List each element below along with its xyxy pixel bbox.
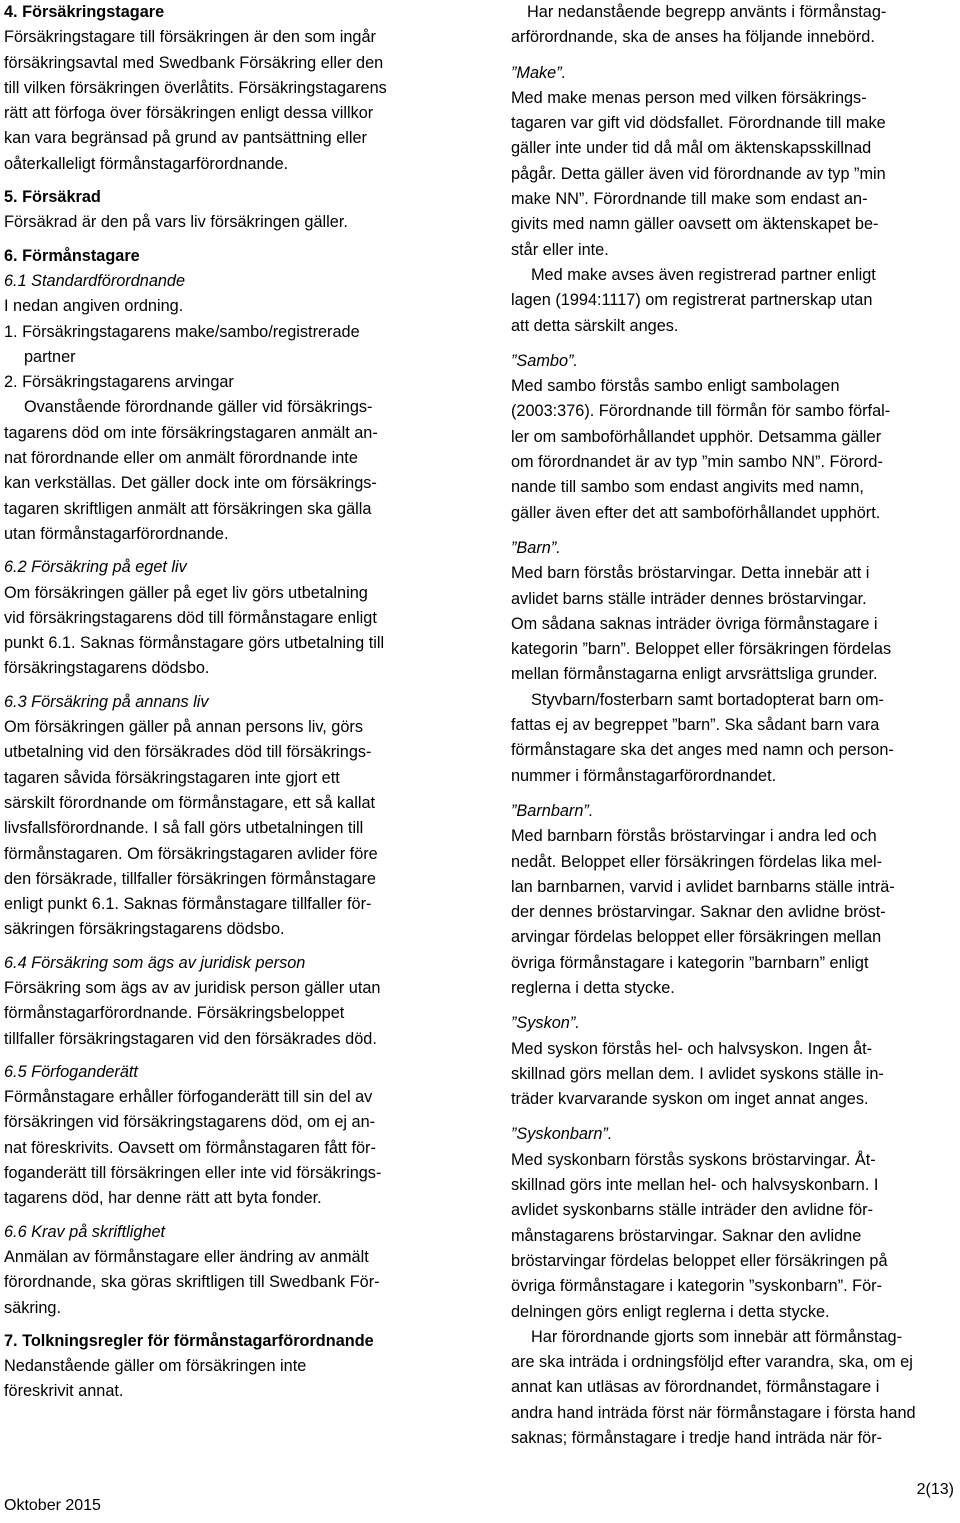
- right-text-line: ”Syskon”.: [511, 1014, 580, 1033]
- right-text-line: övriga förmånstagare i kategorin ”syskonbarn”. För-: [511, 1277, 883, 1296]
- right-text-line: kategorin ”barn”. Beloppet eller försäkringen fördelas: [511, 640, 892, 659]
- left-text-line: tagarens död, har denne rätt att byta fonder.: [4, 1189, 322, 1208]
- left-text-line: Om försäkringen gäller på eget liv görs utbetalning: [4, 583, 368, 602]
- left-text-line: nat förordnande eller om anmält förordnande inte: [4, 449, 358, 468]
- right-text-line: Om sådana saknas inträder övriga förmånstagare i: [511, 614, 878, 633]
- left-text-line: 6. Förmånstagare: [4, 246, 140, 265]
- right-text-line: avlidet syskonbarns ställe inträder den avlidne för-: [511, 1201, 873, 1220]
- left-text-line: oåterkalleligt förmånstagarförordnande.: [4, 154, 289, 173]
- right-text-line: skillnad görs inte mellan hel- och halvsyskonbarn. I: [511, 1176, 879, 1195]
- right-text-line: träder kvarvarande syskon om inget annat anges.: [511, 1090, 869, 1109]
- left-text-line: rätt att förfoga över försäkringen enligt dessa villkor: [4, 104, 374, 123]
- right-text-line: (2003:376). Förordnande till förmån för sambo förfal-: [511, 402, 891, 421]
- left-text-line: 1. Försäkringstagarens make/sambo/registrerade: [4, 322, 360, 341]
- right-text-line: skillnad görs mellan dem. I avlidet syskons ställe in-: [511, 1064, 884, 1083]
- left-text-line: Försäkrad är den på vars liv försäkringen gäller.: [4, 213, 348, 232]
- right-text-line: avlidet barns ställe inträder dennes bröstarvingar.: [511, 589, 867, 608]
- left-text-line: försäkringsavtal med Swedbank Försäkring eller den: [4, 53, 384, 72]
- left-text-line: foganderätt till försäkringen eller inte vid försäkrings-: [4, 1164, 382, 1183]
- right-text-line: Har nedanstående begrepp använts i förmånstag-: [527, 3, 887, 21]
- right-text-line: givits med namn gäller oavsett om äktenskapet be-: [511, 215, 879, 234]
- left-text-line: försäkringstagarens dödsbo.: [4, 659, 210, 678]
- left-text-line: 6.3 Försäkring på annans liv: [4, 692, 209, 711]
- right-text-line: gäller inte under tid då mål om äktenskapsskillnad: [511, 139, 872, 158]
- left-text-line: förmånstagarförordnande. Försäkringsbeloppet: [4, 1004, 345, 1023]
- right-text-line: Med make menas person med vilken försäkrings-: [511, 88, 867, 107]
- right-text-line: gäller även efter det att samboförhållandet upphört.: [511, 503, 881, 522]
- right-text-line: reglerna i detta stycke.: [511, 978, 675, 997]
- right-text-line: att detta särskilt anges.: [511, 316, 679, 335]
- right-text-line: saknas; förmånstagare i tredje hand inträda när för-: [511, 1429, 883, 1448]
- right-text-line: arvingar fördelas beloppet eller försäkringen mellan: [511, 928, 882, 947]
- right-text-line: Med barn förstås bröstarvingar. Detta innebär att i: [511, 564, 870, 583]
- left-text-line: vid försäkringstagarens död till förmånstagare enligt: [4, 608, 377, 627]
- right-text-line: ”Sambo”.: [511, 351, 578, 370]
- left-column: [4, 0, 464, 1405]
- page-number: 2(13): [916, 1481, 954, 1498]
- left-text-line: tagarens död om inte försäkringstagaren anmält an-: [4, 423, 378, 442]
- left-text-line: utan förmånstagarförordnande.: [4, 524, 229, 543]
- left-text-line: Försäkringstagare till försäkringen är den som ingår: [4, 28, 376, 47]
- right-text-line: övriga förmånstagare i kategorin ”barnbarn” enligt: [511, 953, 869, 972]
- right-text-line: Har förordnande gjorts som innebär att förmånstag-: [531, 1327, 903, 1346]
- right-text-line: der dennes bröstarvingar. Saknar den avlidne bröst-: [511, 903, 886, 922]
- right-text-line: annat kan utläsas av förordnandet, förmånstagare i: [511, 1378, 880, 1397]
- right-text-line: ”Syskonbarn”.: [511, 1125, 613, 1144]
- right-text-line: Styvbarn/fosterbarn samt bortadopterat barn om-: [531, 690, 884, 709]
- right-text-line: ler om samboförhållandet upphör. Detsamma gäller: [511, 427, 882, 446]
- right-text-line: mellan förmånstagarna enligt arvsrättsliga grunder.: [511, 665, 878, 684]
- left-text-line: tagaren såvida försäkringstagaren inte gjort ett: [4, 768, 340, 787]
- left-text-line: 6.5 Förfoganderätt: [4, 1062, 138, 1081]
- left-text-line: 2. Försäkringstagarens arvingar: [4, 373, 234, 392]
- left-text-line: 7. Tolkningsregler för förmånstagarförordnande: [4, 1331, 374, 1350]
- left-text-line: förmånstagaren. Om försäkringstagaren avlider före: [4, 844, 378, 863]
- right-text-line: nummer i förmånstagarförordnandet.: [511, 766, 777, 785]
- left-text-line: partner: [24, 347, 76, 366]
- footer-date: Oktober 2015: [4, 1497, 101, 1514]
- left-text-line: Nedanstående gäller om försäkringen inte: [4, 1357, 307, 1376]
- right-text-line: står eller inte.: [511, 240, 609, 259]
- left-text-line: tillfaller försäkringstagaren vid den försäkrades död.: [4, 1029, 377, 1048]
- right-text-line: make NN”. Förordnande till make som endast an-: [511, 190, 868, 209]
- left-text-line: I nedan angiven ordning.: [4, 297, 184, 316]
- left-text-line: 5. Försäkrad: [4, 188, 101, 207]
- right-text-line: nedåt. Beloppet eller försäkringen fördelas lika mel-: [511, 852, 883, 871]
- right-text-line: nande till sambo som endast angivits med namn,: [511, 478, 864, 497]
- right-text-line: om förordnandet är av typ ”min sambo NN”. Förord-: [511, 453, 883, 472]
- left-text-line: 6.2 Försäkring på eget liv: [4, 558, 187, 577]
- right-text-line: fattas ej av begreppet ”barn”. Ska sådant barn vara: [511, 716, 880, 735]
- left-text-line: kan vara begränsad på grund av pantsättning eller: [4, 129, 367, 148]
- left-text-line: förordnande, ska göras skriftligen till Swedbank För-: [4, 1273, 380, 1292]
- left-text-line: tagaren skriftligen anmält att försäkringen ska gälla: [4, 499, 372, 518]
- left-text-line: 6.1 Standardförordnande: [4, 271, 186, 290]
- left-text-line: försäkringen vid försäkringstagarens död, om ej an-: [4, 1113, 376, 1132]
- right-text-line: Med sambo förstås sambo enligt sambolagen: [511, 377, 840, 396]
- right-text-line: pågår. Detta gäller även vid förordnande av typ ”min: [511, 164, 886, 183]
- left-text-line: säkringen försäkringstagarens dödsbo.: [4, 920, 285, 939]
- right-text-line: delningen görs enligt reglerna i detta stycke.: [511, 1302, 830, 1321]
- right-text-line: månstagarens bröstarvingar. Saknar den avlidne: [511, 1226, 862, 1245]
- left-text-line: livsfallsförordnande. I så fall görs utbetalningen till: [4, 819, 364, 838]
- left-text-line: särskilt förordnande om förmånstagare, ett så kallat: [4, 793, 376, 812]
- left-text-line: 6.4 Försäkring som ägs av juridisk person: [4, 953, 306, 972]
- left-text-line: den försäkrade, tillfaller försäkringen förmånstagare: [4, 869, 376, 888]
- left-text-line: Förmånstagare erhåller förfoganderätt till sin del av: [4, 1088, 373, 1107]
- right-text-line: ”Barnbarn”.: [511, 801, 594, 820]
- right-text-line: are ska inträda i ordningsföljd efter varandra, ska, om ej: [511, 1353, 913, 1372]
- right-text-line: andra hand inträda först när förmånstagare i första hand: [511, 1403, 916, 1422]
- right-text-line: förmånstagare ska det anges med namn och person-: [511, 741, 894, 760]
- right-text-line: lagen (1994:1117) om registrerat partnerskap utan: [511, 291, 873, 310]
- left-text-line: enligt punkt 6.1. Saknas förmånstagare tillfaller för-: [4, 895, 372, 914]
- right-text-line: Med syskonbarn förstås syskons bröstarvingar. Åt-: [511, 1150, 876, 1169]
- right-text-line: lan barnbarnen, varvid i avlidet barnbarns ställe inträ-: [511, 877, 895, 896]
- right-text-line: tagaren var gift vid dödsfallet. Förordnande till make: [511, 114, 886, 133]
- left-text-line: till vilken försäkringen överlåtits. Försäkringstagarens: [4, 78, 387, 97]
- right-text-line: ”Barn”.: [511, 538, 561, 557]
- left-text-line: kan verkställas. Det gäller dock inte om försäkrings-: [4, 474, 377, 493]
- left-text-line: Anmälan av förmånstagare eller ändring av anmält: [4, 1247, 369, 1266]
- left-text-line: Försäkring som ägs av av juridisk person gäller utan: [4, 978, 381, 997]
- right-text-line: Med barnbarn förstås bröstarvingar i andra led och: [511, 827, 877, 846]
- left-text-line: 6.6 Krav på skriftlighet: [4, 1222, 166, 1241]
- left-text-line: punkt 6.1. Saknas förmånstagare görs utbetalning till: [4, 634, 385, 653]
- right-column: [511, 0, 957, 1451]
- left-text-line: säkring.: [4, 1298, 62, 1317]
- left-text-line: Om försäkringen gäller på annan persons liv, görs: [4, 718, 363, 737]
- right-text-line: ”Make”.: [511, 63, 567, 82]
- right-text-line: bröstarvingar fördelas beloppet eller försäkringen på: [511, 1251, 888, 1270]
- left-text-line: 4. Försäkringstagare: [4, 3, 165, 21]
- right-text-line: Med syskon förstås hel- och halvsyskon. Ingen åt-: [511, 1039, 873, 1058]
- left-text-line: nat föreskrivits. Oavsett om förmånstagaren fått för-: [4, 1138, 376, 1157]
- right-text-line: Med make avses även registrerad partner enligt: [531, 265, 876, 284]
- left-text-line: föreskrivit annat.: [4, 1382, 124, 1401]
- right-text-line: arförordnande, ska de anses ha följande innebörd.: [511, 28, 875, 47]
- left-text-line: utbetalning vid den försäkrades död till försäkrings-: [4, 743, 372, 762]
- left-text-line: Ovanstående förordnande gäller vid försäkrings-: [24, 398, 373, 417]
